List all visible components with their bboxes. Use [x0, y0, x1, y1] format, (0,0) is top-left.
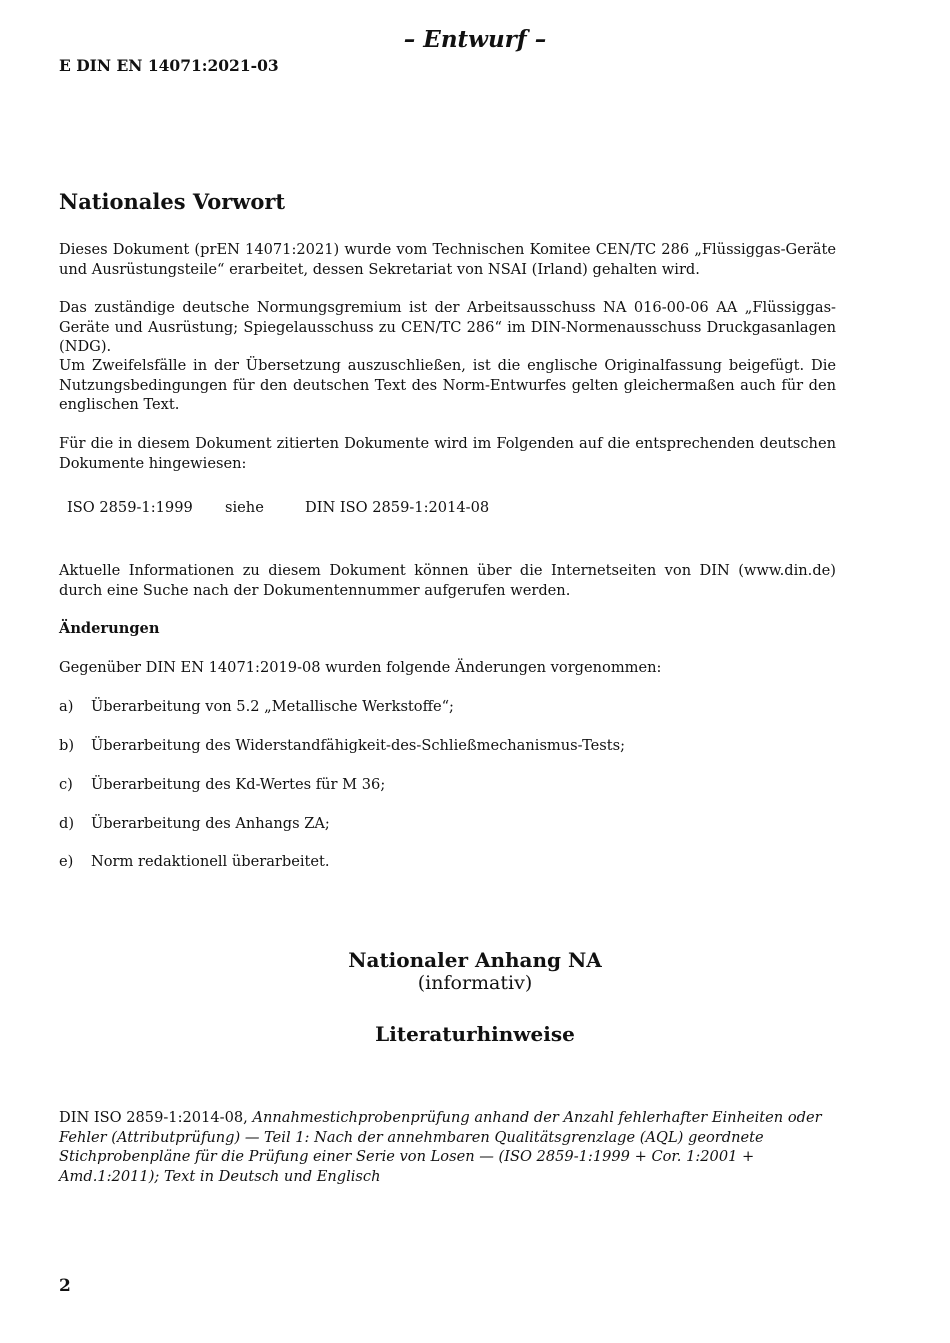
list-item	[59, 852, 330, 872]
bibliography-entry-id: DIN ISO 2859-1:2014-08,	[59, 1109, 248, 1126]
list-item-label: a)	[59, 698, 74, 715]
list-item-label: d)	[59, 815, 75, 832]
foreword-paragraph-1: Dieses Dokument (prEN 14071:2021) wurde vom Technischen Komitee CEN/TC 286 „Flüssiggas-Geräte und Ausrüstungsteile“ erarbeitet, dessen Sekretariat von NSAI (Irland) gehalten wird.	[59, 241, 836, 278]
bibliography-entry-title: Annahmestichprobenprüfung anhand der Anzahl fehlerhafter Einheiten oder Fehler (Attributprüfung) — Teil 1: Nach der annehmbaren Qualitätsgrenzlage (AQL) geordnete Stichprobenpläne für die Prüfung einer Serie von Losen — (ISO 2859-1:1999 + Cor. 1:2001 + Amd.1:2011); Text in Deutsch und Englisch	[59, 1109, 822, 1185]
foreword-paragraph-3: Um Zweifelsfälle in der Übersetzung auszuschließen, ist die englische Originalfassung beigefügt. Die Nutzungsbedingungen für den deutschen Text des Norm-Entwurfes gelten gleichermaßen auch für den englischen Text.	[59, 357, 836, 413]
annex-subtitle: (informativ)	[417, 972, 533, 994]
document-id: E DIN EN 14071:2021-03	[59, 56, 279, 75]
list-item-label: e)	[59, 853, 74, 870]
bibliography-heading: Literaturhinweise	[375, 1022, 575, 1046]
list-item-label: b)	[59, 737, 75, 754]
list-item-text: Überarbeitung des Anhangs ZA;	[91, 815, 330, 832]
changes-intro: Gegenüber DIN EN 14071:2019-08 wurden folgende Änderungen vorgenommen:	[59, 659, 662, 676]
bibliography-entry	[59, 1108, 836, 1186]
list-item	[59, 775, 385, 795]
list-item-text: Überarbeitung des Kd-Wertes für M 36;	[91, 776, 386, 793]
list-item-text: Norm redaktionell überarbeitet.	[91, 853, 330, 870]
draft-label: – Entwurf –	[403, 26, 547, 53]
list-item-label: c)	[59, 776, 73, 793]
changes-heading: Änderungen	[59, 620, 160, 637]
reference-relation: siehe	[225, 499, 264, 516]
reference-target: DIN ISO 2859-1:2014-08	[305, 499, 490, 516]
foreword-paragraph-2: Das zuständige deutsche Normungsgremium ist der Arbeitsausschuss NA 016-00-06 AA „Flüssiggas-Geräte und Ausrüstung; Spiegelausschuss zu CEN/TC 286“ im DIN-Normenausschuss Druckgasanlagen (NDG).	[59, 299, 836, 355]
list-item	[59, 697, 454, 717]
foreword-paragraph-4: Für die in diesem Dokument zitierten Dokumente wird im Folgenden auf die entsprechenden deutschen Dokumente hingewiesen:	[59, 435, 836, 472]
foreword-heading: Nationales Vorwort	[59, 189, 286, 214]
page-number: 2	[59, 1276, 71, 1296]
list-item	[59, 814, 330, 834]
annex-heading: Nationaler Anhang NA	[348, 948, 602, 972]
list-item-text: Überarbeitung von 5.2 „Metallische Werkstoffe“;	[91, 698, 454, 715]
reference-source: ISO 2859-1:1999	[67, 499, 193, 516]
info-paragraph: Aktuelle Informationen zu diesem Dokument können über die Internetseiten von DIN (www.din.de) durch eine Suche nach der Dokumentennummer aufgerufen werden.	[59, 562, 836, 599]
list-item-text: Überarbeitung des Widerstandfähigkeit-des-Schließmechanismus-Tests;	[91, 737, 626, 754]
list-item	[59, 736, 625, 756]
